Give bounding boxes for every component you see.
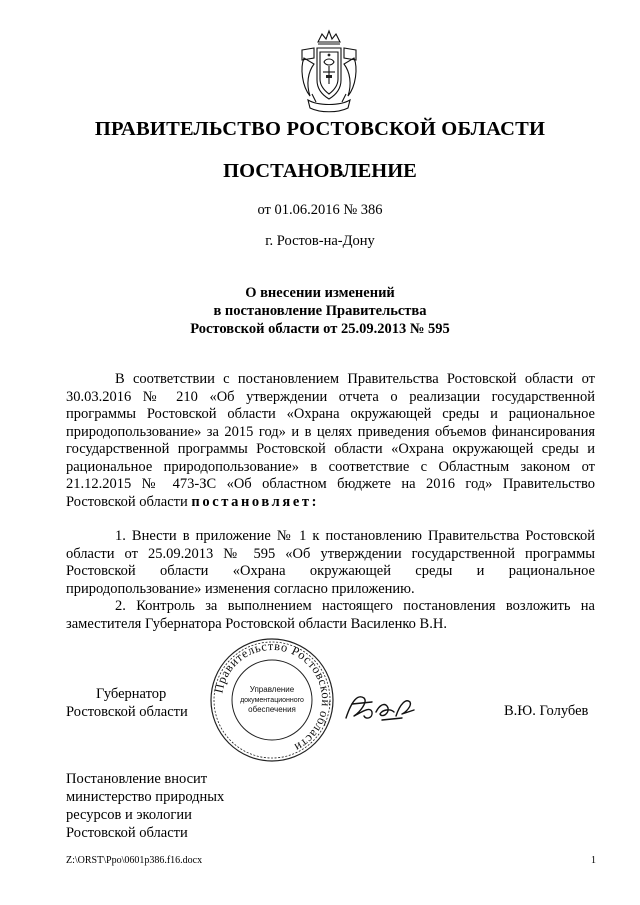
stamp-ring-text: Правительство Ростовской области xyxy=(211,638,334,755)
subject-line-1: О внесении изменений xyxy=(245,285,395,301)
signatory-name: В.Ю. Голубев xyxy=(504,703,589,719)
file-path: Z:\ORST\Ppo\0601p386.f16.docx xyxy=(66,855,203,866)
preamble-paragraph xyxy=(66,371,595,511)
signatory-position-line-1: Губернатор xyxy=(96,686,167,702)
document-body xyxy=(66,371,595,633)
document-subject xyxy=(0,284,640,338)
introduced-by-note xyxy=(66,770,286,842)
stamp-center-line-3: обеспечения xyxy=(248,705,296,714)
subject-line-2: в постановление Правительства xyxy=(213,303,427,319)
date-number-line: от 01.06.2016 № 386 xyxy=(257,202,383,218)
government-title: ПРАВИТЕЛЬСТВО РОСТОВСКОЙ ОБЛАСТИ xyxy=(94,118,546,140)
stamp-center-line-1: Управление xyxy=(249,685,295,694)
resolves-word: постановляет: xyxy=(191,493,320,510)
introduced-by-line-2: министерство природных xyxy=(66,789,225,805)
item-2-paragraph: 2. Контроль за выполнением настоящего постановления возложить на заместителя Губернатора Ростовской области Василенко В.Н. xyxy=(66,598,595,632)
item-1-paragraph: 1. Внести в приложение № 1 к постановлению Правительства Ростовской области от 25.09.2013 № 595 «Об утверждении государственной программы Ростовской области «Охрана окружающей среды и рациональное природопользование» изменения согласно приложению. xyxy=(66,528,595,597)
introduced-by-line-1: Постановление вносит xyxy=(66,771,208,787)
preamble-text: В соответствии с постановлением Правительства Ростовской области от 30.03.2016 № 210 «Об утверждении отчета о реализации государственной программы Ростовской области «Охрана окружающей среды и рациональное природопользование» за 2015 год» и в целях приведения объемов финансирования государственной программы Ростовской области «Охрана окружающей среды и рациональное природопользование» в соответствие с Областным законом от 21.12.2015 № 473-ЗС «Об областном бюджете на 2016 год» Правительство Ростовской области xyxy=(66,371,595,510)
document-type-title: ПОСТАНОВЛЕНИЕ xyxy=(223,160,417,182)
handwritten-signature xyxy=(342,690,424,726)
coat-of-arms-icon xyxy=(296,28,362,116)
place-line: г. Ростов-на-Дону xyxy=(265,233,375,249)
page-number: 1 xyxy=(591,855,596,866)
subject-line-3: Ростовской области от 25.09.2013 № 595 xyxy=(190,321,450,337)
signatory-position-line-2: Ростовской области xyxy=(66,704,188,720)
stamp-center-line-2: документационного xyxy=(240,697,304,704)
introduced-by-line-3: ресурсов и экологии xyxy=(66,807,192,823)
signatory-position xyxy=(66,685,226,721)
introduced-by-line-4: Ростовской области xyxy=(66,825,188,841)
official-stamp xyxy=(208,636,336,764)
